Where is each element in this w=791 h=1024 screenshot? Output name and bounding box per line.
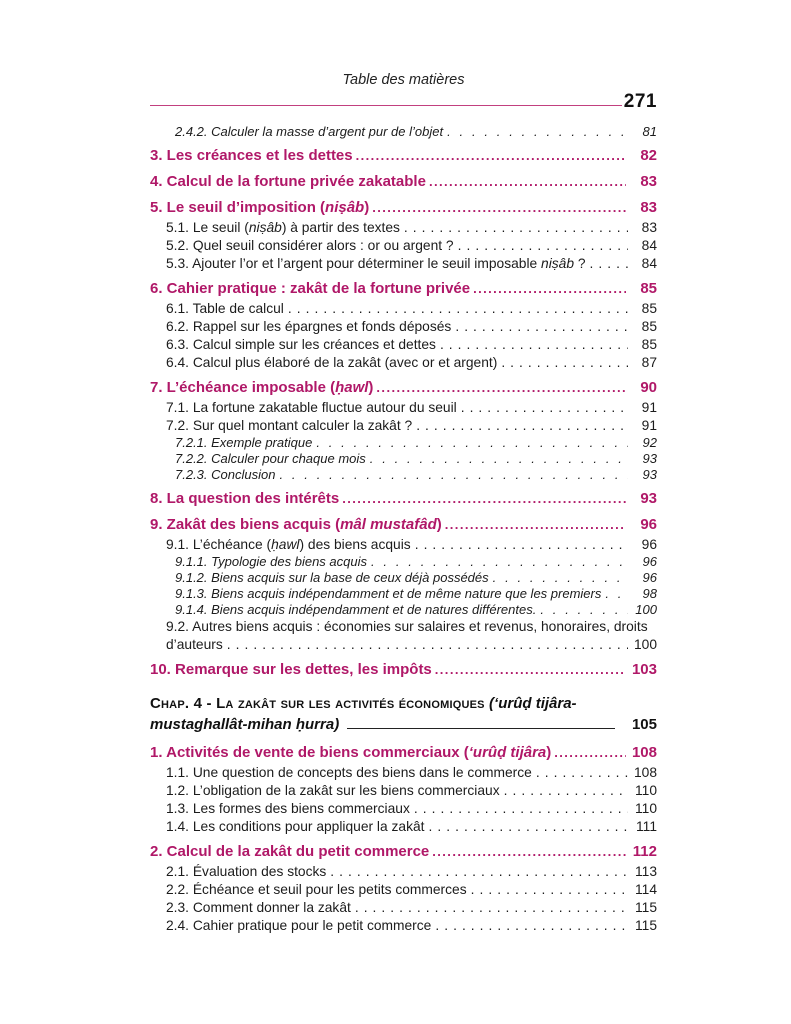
toc-entry[interactable] (150, 145, 657, 166)
dotted-leader (493, 570, 628, 586)
chapter-heading-line1 (150, 693, 657, 714)
dotted-leader (330, 863, 628, 881)
toc-entry-page-number: 96 (641, 537, 657, 552)
toc-entry-page-number: 93 (642, 467, 657, 482)
dotted-leader (440, 336, 628, 354)
toc-entry[interactable] (150, 435, 657, 451)
toc-entry[interactable] (150, 899, 657, 917)
toc-entry-label: 7.1. La fortune zakatable fluctue autour du seuil (166, 400, 457, 415)
toc-entry-page-number: 92 (642, 435, 657, 450)
toc-entry-label: 4. Calcul de la fortune privée zakatable (150, 173, 426, 190)
toc-entry[interactable] (150, 782, 657, 800)
folio-page-number: 271 (623, 91, 657, 112)
toc-entry-page-number: 84 (641, 256, 657, 271)
dotted-leader (415, 536, 628, 554)
toc-entry-page-number: 110 (635, 801, 657, 816)
toc-entry-page-number: 83 (640, 199, 657, 216)
toc-entry[interactable] (150, 841, 657, 862)
toc-entry-page-number: 115 (635, 918, 657, 933)
toc-entry[interactable] (150, 800, 657, 818)
toc-entry-label: 9.1.2. Biens acquis sur la base de ceux déjà possédés (175, 570, 489, 585)
dotted-leader (414, 800, 628, 818)
toc-entry-label: 10. Remarque sur les dettes, les impôts (150, 661, 432, 678)
toc-entry-page-number: 103 (631, 661, 657, 678)
toc-entry[interactable] (150, 659, 657, 680)
toc-entry-label-continued: d’auteurs (166, 637, 223, 652)
dotted-leader (342, 488, 626, 509)
page-header (150, 72, 657, 113)
dotted-leader (370, 451, 628, 467)
toc-entry-line2 (166, 636, 657, 654)
dotted-leader (279, 467, 628, 483)
toc-entry-label: 3. Les créances et les dettes (150, 147, 353, 164)
dotted-leader (473, 278, 626, 299)
table-of-contents (150, 124, 657, 935)
toc-entry-page-number: 83 (640, 173, 657, 190)
toc-entry[interactable] (150, 917, 657, 935)
dotted-leader (605, 586, 628, 602)
chapter-title: Chap. 4 - La zakât sur les activités économiques (150, 695, 490, 712)
toc-entry-page-number: 84 (641, 238, 657, 253)
dotted-leader (435, 659, 626, 680)
toc-entry-label: 7.2. Sur quel montant calculer la zakât ? (166, 418, 413, 433)
toc-entry-page-number: 98 (642, 586, 657, 601)
toc-entry-label: 2.1. Évaluation des stocks (166, 864, 327, 879)
toc-entry-label: 6.3. Calcul simple sur les créances et dettes (166, 337, 436, 352)
toc-entry[interactable] (150, 818, 657, 836)
toc-entry[interactable] (150, 377, 657, 398)
toc-entry-label: 2. Calcul de la zakât du petit commerce (150, 843, 430, 860)
dotted-leader (288, 300, 628, 318)
toc-entry-page-number: 91 (641, 418, 657, 433)
dotted-leader (445, 514, 626, 535)
toc-entry[interactable] (150, 219, 657, 237)
toc-entry[interactable] (150, 488, 657, 509)
toc-entry[interactable] (150, 124, 657, 140)
dotted-leader (371, 554, 628, 570)
toc-entry[interactable] (150, 602, 657, 618)
toc-entry-label: 6.4. Calcul plus élaboré de la zakât (avec or et argent) (166, 355, 498, 370)
toc-entry-page-number: 90 (640, 379, 657, 396)
dotted-leader (554, 742, 626, 763)
dotted-leader (540, 602, 628, 618)
toc-entry-page-number: 82 (640, 147, 657, 164)
toc-entry[interactable] (150, 586, 657, 602)
toc-entry-label: 1.3. Les formes des biens commerciaux (166, 801, 410, 816)
toc-entry-line1 (166, 618, 657, 636)
toc-entry-page-number: 96 (640, 516, 657, 533)
toc-entry-page-number: 85 (641, 337, 657, 352)
dotted-leader (501, 354, 628, 372)
toc-entry-page-number: 108 (633, 765, 657, 780)
toc-entry-page-number: 83 (641, 220, 657, 235)
running-title: Table des matières (342, 72, 465, 88)
toc-entry[interactable] (150, 354, 657, 372)
toc-entry-label: 7. L’échéance imposable (ḥawl) (150, 379, 374, 396)
chapter-arabic-term-part1: (‘urûḍ tijâra- (489, 695, 577, 712)
toc-entry-label: 9.1. L’échéance (ḥawl) des biens acquis (166, 537, 411, 552)
toc-entry-label: 5.3. Ajouter l’or et l’argent pour déterminer le seuil imposable niṣâb ? (166, 256, 586, 271)
toc-entry-page-number: 93 (640, 490, 657, 507)
dotted-leader (471, 881, 628, 899)
toc-entry-page-number: 113 (635, 864, 657, 879)
toc-entry-label: 8. La question des intérêts (150, 490, 340, 507)
toc-entry-label: 2.2. Échéance et seuil pour les petits commerces (166, 882, 467, 897)
dotted-leader (429, 171, 626, 192)
toc-entry-label: 7.2.3. Conclusion (175, 467, 276, 482)
dotted-leader (428, 818, 628, 836)
toc-entry-label: 6. Cahier pratique : zakât de la fortune privée (150, 280, 471, 297)
chapter-heading-line2 (150, 714, 657, 735)
dotted-leader (372, 197, 626, 218)
toc-entry-page-number: 115 (635, 900, 657, 915)
toc-section-after-chapter (150, 742, 657, 935)
toc-entry[interactable] (150, 255, 657, 273)
toc-entry-label: 1.4. Les conditions pour appliquer la zakât (166, 819, 425, 834)
toc-entry[interactable] (150, 742, 657, 763)
dotted-leader (590, 255, 628, 273)
header-rule-row (150, 91, 657, 113)
toc-entry-page-number: 81 (642, 124, 657, 139)
toc-entry-page-number: 91 (641, 400, 657, 415)
toc-entry-label: 7.2.1. Exemple pratique (175, 435, 313, 450)
toc-entry-label: 9.1.4. Biens acquis indépendamment et de natures différentes. (175, 602, 537, 617)
toc-entry-label: 2.4. Cahier pratique pour le petit commerce (166, 918, 432, 933)
toc-entry[interactable] (150, 399, 657, 417)
toc-entry-label: 9.2. Autres biens acquis : économies sur salaires et revenus, honoraires, droits (166, 619, 648, 634)
dotted-leader (504, 782, 628, 800)
toc-entry-label: 6.1. Table de calcul (166, 301, 284, 316)
toc-entry[interactable] (150, 278, 657, 299)
toc-section-before-chapter (150, 124, 657, 680)
toc-entry[interactable] (150, 554, 657, 570)
toc-entry[interactable] (150, 300, 657, 318)
toc-entry-label: 1. Activités de vente de biens commerciaux (‘urûḍ tijâra) (150, 744, 552, 761)
toc-entry-page-number: 100 (633, 637, 657, 652)
toc-entry[interactable] (150, 171, 657, 192)
toc-entry-label: 1.2. L’obligation de la zakât sur les biens commerciaux (166, 783, 500, 798)
toc-entry-label: 5.1. Le seuil (niṣâb) à partir des textes (166, 220, 400, 235)
toc-entry-label: 5. Le seuil d’imposition (niṣâb) (150, 199, 370, 216)
dotted-leader (455, 318, 628, 336)
toc-entry[interactable] (150, 197, 657, 218)
toc-entry[interactable] (150, 881, 657, 899)
toc-entry-page-number: 114 (635, 882, 657, 897)
dotted-leader (447, 124, 628, 140)
toc-entry[interactable] (150, 536, 657, 554)
toc-entry-page-number: 96 (642, 570, 657, 585)
dotted-leader (376, 377, 626, 398)
toc-entry-page-number: 111 (636, 819, 657, 834)
dotted-leader (432, 841, 626, 862)
underscore-leader (347, 728, 615, 729)
toc-entry-page-number: 85 (641, 301, 657, 316)
toc-entry[interactable] (150, 417, 657, 435)
toc-entry[interactable] (150, 237, 657, 255)
toc-entry-page-number: 85 (641, 319, 657, 334)
toc-entry[interactable] (150, 514, 657, 535)
toc-entry[interactable] (150, 318, 657, 336)
toc-entry-label: 2.4.2. Calculer la masse d’argent pur de l’objet (175, 124, 444, 139)
toc-entry-page-number: 110 (635, 783, 657, 798)
toc-entry-label: 5.2. Quel seuil considérer alors : or ou argent ? (166, 238, 454, 253)
dotted-leader (458, 237, 628, 255)
toc-entry-page-number: 112 (632, 843, 657, 860)
toc-entry-page-number: 108 (631, 744, 657, 761)
toc-entry-page-number: 87 (641, 355, 657, 370)
dotted-leader (355, 899, 628, 917)
dotted-leader (461, 399, 628, 417)
toc-entry-label: 9. Zakât des biens acquis (mâl mustafâd) (150, 516, 442, 533)
toc-entry[interactable] (150, 764, 657, 782)
toc-entry[interactable] (150, 336, 657, 354)
dotted-leader (416, 417, 628, 435)
toc-entry-label: 1.1. Une question de concepts des biens dans le commerce (166, 765, 532, 780)
toc-entry-label: 9.1.1. Typologie des biens acquis (175, 554, 367, 569)
toc-entry-label: 2.3. Comment donner la zakât (166, 900, 351, 915)
dotted-leader (356, 145, 626, 166)
toc-entry[interactable] (150, 451, 657, 467)
toc-entry[interactable] (150, 618, 657, 654)
toc-entry-page-number: 93 (642, 451, 657, 466)
toc-entry[interactable] (150, 570, 657, 586)
chapter-arabic-term-part2: mustaghallât-mihan ḥurra) (150, 716, 340, 733)
chapter-page-number: 105 (631, 716, 657, 733)
chapter-4-heading[interactable] (150, 693, 657, 735)
toc-entry-page-number: 96 (642, 554, 657, 569)
header-rule (150, 105, 622, 106)
dotted-leader (227, 636, 628, 654)
toc-entry-label: 7.2.2. Calculer pour chaque mois (175, 451, 366, 466)
toc-entry[interactable] (150, 863, 657, 881)
dotted-leader (435, 917, 628, 935)
toc-entry-page-number: 100 (635, 602, 657, 617)
dotted-leader (404, 219, 628, 237)
toc-entry[interactable] (150, 467, 657, 483)
toc-entry-label: 9.1.3. Biens acquis indépendamment et de même nature que les premiers (175, 586, 602, 601)
toc-entry-label: 6.2. Rappel sur les épargnes et fonds déposés (166, 319, 452, 334)
toc-entry-page-number: 85 (640, 280, 657, 297)
dotted-leader (316, 435, 628, 451)
dotted-leader (536, 764, 628, 782)
